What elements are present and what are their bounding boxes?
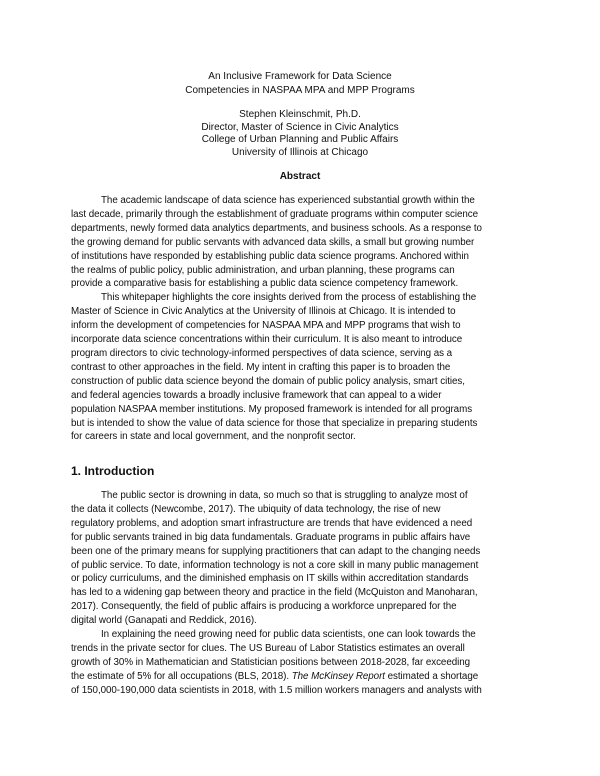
- author-role: Director, Master of Science in Civic Analytics: [201, 121, 399, 133]
- text-line: provide a comparative basis for establishing a public data science competency framework.: [71, 278, 459, 290]
- abstract-body: [71, 194, 531, 444]
- introduction-body: [71, 489, 531, 698]
- text-line: construction of public data science beyond the domain of public policy analysis, smart cities,: [71, 375, 465, 387]
- text-line: population NASPAA member institutions. My proposed framework is intended for all programs: [71, 403, 473, 415]
- text-line: the data it collects (Newcombe, 2017). The ubiquity of data technology, the rise of new: [71, 503, 441, 515]
- text-line-with-italic: [71, 670, 531, 684]
- text-line: or policy curriculums, and the diminished emphasis on IT skills within accreditation standards: [71, 573, 469, 585]
- text-segment: the estimate of 5% for all occupations (BLS, 2018).: [71, 670, 290, 682]
- text-line: incorporate data science concentrations within their curriculum. It is also meant to introduce: [71, 334, 463, 346]
- text-line: trends in the private sector for clues. The US Bureau of Labor Statistics estimates an overall: [71, 642, 465, 654]
- text-line: The public sector is drowning in data, so much so that is struggling to analyze most of: [101, 490, 468, 501]
- text-line: contrast to other approaches in the field. My intent in crafting this paper is to broaden the: [71, 361, 451, 373]
- text-line: regulatory problems, and adoption smart infrastructure are trends that have evidenced a need: [71, 517, 473, 529]
- abstract-heading: Abstract: [279, 171, 321, 182]
- text-line: inform the development of competencies for NASPAA MPA and MPP programs that wish to: [71, 320, 461, 332]
- author-university: University of Illinois at Chicago: [231, 146, 369, 158]
- text-line: of institutions have responded by establishing public data science programs. Anchored within: [71, 250, 469, 262]
- text-line: the growing demand for public servants with advanced data skills, a small but growing number: [71, 236, 475, 248]
- text-line: 2017). Consequently, the field of public affairs is producing a workforce unprepared for the: [71, 601, 457, 613]
- text-segment: estimated a shortage: [387, 670, 479, 682]
- abstract-paragraph-1: [71, 194, 531, 291]
- text-line: digital world (Ganapati and Reddick, 2016).: [71, 615, 257, 627]
- text-line: the realms of public policy, public administration, and urban planning, these programs can: [71, 264, 455, 276]
- text-line: of public service. To date, information technology is not a core skill in many public management: [71, 559, 479, 571]
- italic-report-title: The McKinsey Report: [291, 670, 385, 682]
- introduction-paragraph-2: [71, 628, 531, 698]
- author-block: [0, 109, 600, 159]
- author-college: College of Urban Planning and Public Affairs: [201, 134, 399, 145]
- text-line: This whitepaper highlights the core insights derived from the process of establishing the: [101, 292, 477, 304]
- text-line: growth of 30% in Mathematician and Statistician positions between 2018-2028, far exceeding: [71, 656, 471, 668]
- text-line: and federal agencies towards a broadly inclusive framework that can appeal to a wider: [71, 389, 442, 401]
- section-heading-introduction: 1. Introduction: [71, 464, 155, 478]
- text-line: for careers in state and local government, and the nonprofit sector.: [71, 431, 356, 443]
- text-line: last decade, primarily through the establishment of graduate programs within computer science: [71, 208, 479, 220]
- text-line: been one of the primary means for supplying practitioners that can adapt to the changing needs: [71, 545, 481, 557]
- title-line-2: Competencies in NASPAA MPA and MPP Programs: [185, 84, 415, 96]
- text-line: In explaining the need growing need for public data scientists, one can look towards the: [101, 629, 476, 641]
- text-line: for public servants trained in big data fundamentals. Graduate programs in public affairs have: [71, 531, 471, 543]
- text-line: but is intended to show the value of data science for those that specialize in preparing students: [71, 417, 478, 429]
- text-line: has led to a widening gap between theory and practice in the field (McQuiston and Manoharan,: [71, 587, 478, 599]
- text-line: of 150,000-190,000 data scientists in 2018, with 1.5 million workers managers and analysts with: [71, 684, 482, 696]
- text-line: departments, newly formed data analytics departments, and business schools. As a response to: [71, 222, 482, 234]
- text-line: program directors to civic technology-informed perspectives of data science, serving as a: [71, 347, 453, 359]
- paper-title: [0, 70, 600, 97]
- introduction-paragraph-1: [71, 489, 531, 628]
- text-line: The academic landscape of data science has experienced substantial growth within the: [101, 195, 475, 206]
- abstract-paragraph-2: [71, 291, 531, 444]
- title-line-1: An Inclusive Framework for Data Science: [208, 71, 392, 82]
- text-line: Master of Science in Civic Analytics at the University of Illinois at Chicago. It is intended to: [71, 306, 456, 318]
- author-name: Stephen Kleinschmit, Ph.D.: [239, 109, 361, 120]
